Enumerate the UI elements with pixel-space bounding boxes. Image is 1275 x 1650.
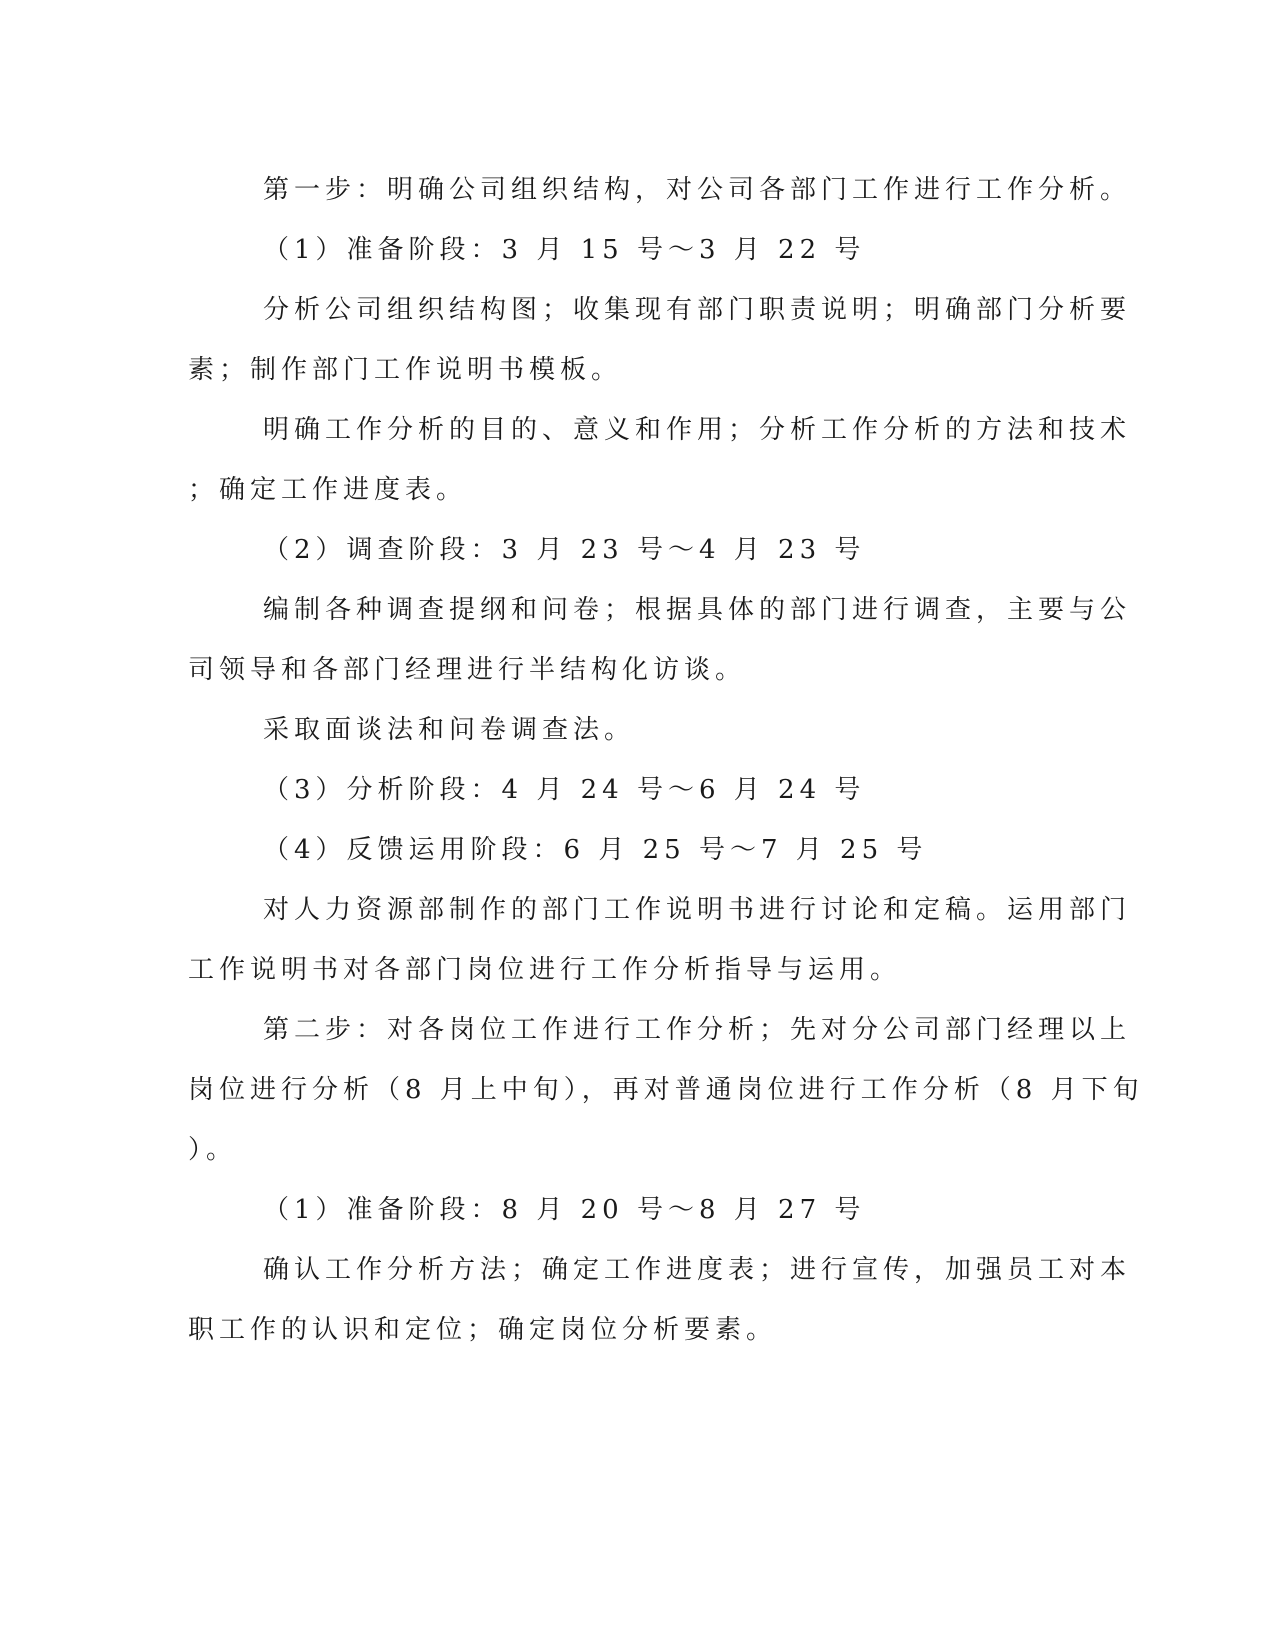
paragraph-line: 第二步：对各岗位工作进行工作分析；先对分公司部门经理以上: [263, 1015, 1132, 1045]
paragraph-line: 工作说明书对各部门岗位进行工作分析指导与运用。: [188, 955, 902, 985]
paragraph-line: （1）准备阶段：8 月 20 号～8 月 27 号: [263, 1195, 866, 1225]
paragraph-line: 第一步：明确公司组织结构，对公司各部门工作进行工作分析。: [263, 175, 1132, 205]
paragraph-line: 对人力资源部制作的部门工作说明书进行讨论和定稿。运用部门: [263, 895, 1132, 925]
paragraph-line: 编制各种调查提纲和问卷；根据具体的部门进行调查，主要与公: [263, 595, 1132, 625]
paragraph-line: 明确工作分析的目的、意义和作用；分析工作分析的方法和技术: [263, 415, 1132, 445]
paragraph-line: （4）反馈运用阶段：6 月 25 号～7 月 25 号: [263, 835, 928, 865]
paragraph-line: ）。: [188, 1135, 238, 1165]
paragraph-line: 确认工作分析方法；确定工作进度表；进行宣传，加强员工对本: [263, 1255, 1132, 1285]
paragraph-line: （3）分析阶段：4 月 24 号～6 月 24 号: [263, 775, 866, 805]
document-body: [188, 160, 1144, 1360]
paragraph-line: ；确定工作进度表。: [188, 475, 468, 505]
paragraph-line: （1）准备阶段：3 月 15 号～3 月 22 号: [263, 235, 866, 265]
paragraph-line: 采取面谈法和问卷调查法。: [263, 715, 636, 745]
paragraph-line: 司领导和各部门经理进行半结构化访谈。: [188, 655, 747, 685]
paragraph-line: （2）调查阶段：3 月 23 号～4 月 23 号: [263, 535, 866, 565]
paragraph-line: 素；制作部门工作说明书模板。: [188, 355, 623, 385]
paragraph-line: 职工作的认识和定位；确定岗位分析要素。: [188, 1315, 778, 1345]
paragraph-line: 岗位进行分析（8 月上中旬），再对普通岗位进行工作分析（8 月下旬: [188, 1075, 1144, 1105]
paragraph-line: 分析公司组织结构图；收集现有部门职责说明；明确部门分析要: [263, 295, 1132, 325]
